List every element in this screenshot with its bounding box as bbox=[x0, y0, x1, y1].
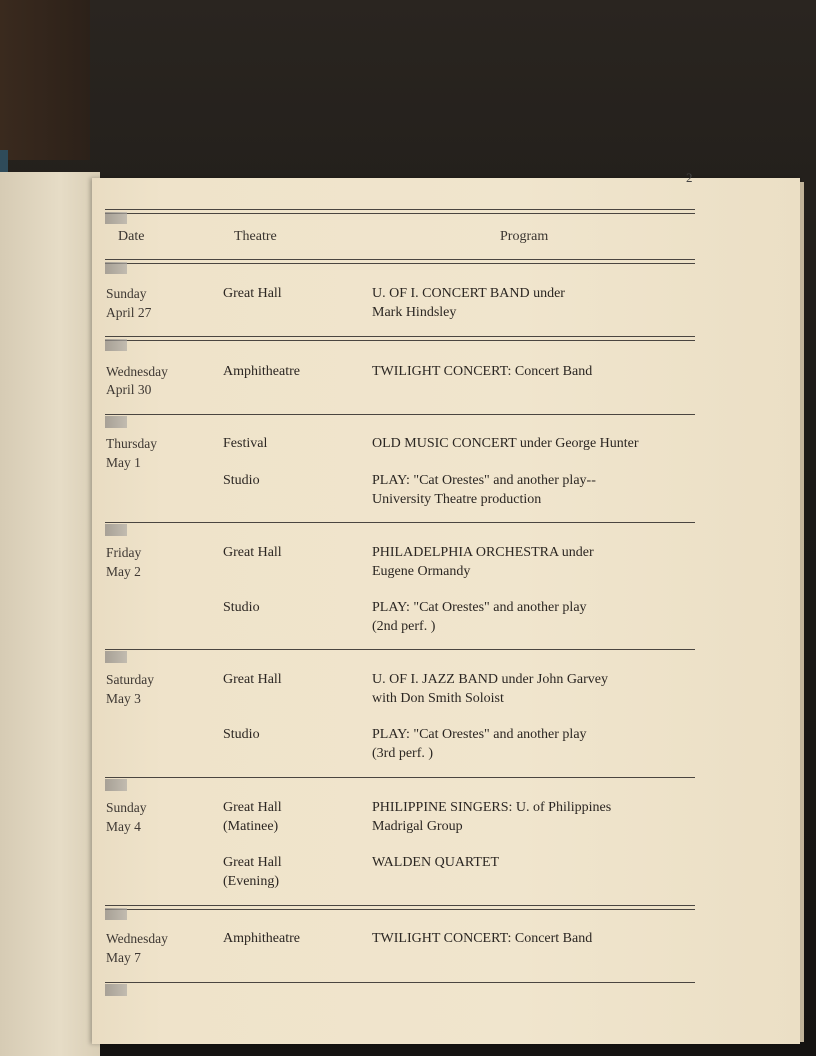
date-month: April 30 bbox=[106, 382, 152, 397]
theatre-cell: Studio bbox=[223, 473, 260, 488]
program-cell-line2: with Don Smith Soloist bbox=[372, 691, 504, 706]
rule-mark bbox=[105, 339, 127, 351]
program-cell-line2: University Theatre production bbox=[372, 492, 542, 507]
program-cell-line2: Madrigal Group bbox=[372, 819, 463, 834]
program-cell: PLAY: "Cat Orestes" and another play bbox=[372, 600, 587, 615]
program-cell-line2: Eugene Ormandy bbox=[372, 564, 471, 579]
theatre-cell: Great Hall bbox=[223, 800, 282, 815]
program-cell: OLD MUSIC CONCERT under George Hunter bbox=[372, 436, 639, 451]
theatre-cell: Festival bbox=[223, 436, 268, 451]
program-cell: PLAY: "Cat Orestes" and another play-- bbox=[372, 473, 596, 488]
program-cell-line2: (2nd perf. ) bbox=[372, 619, 436, 634]
date-month: May 4 bbox=[106, 819, 141, 834]
header-top-rule bbox=[105, 209, 695, 214]
date-month: May 1 bbox=[106, 455, 141, 470]
program-cell: U. OF I. CONCERT BAND under bbox=[372, 286, 565, 301]
theatre-cell: Amphitheatre bbox=[223, 931, 300, 946]
program-cell: U. OF I. JAZZ BAND under John Garvey bbox=[372, 672, 609, 687]
row-divider bbox=[105, 982, 695, 983]
rule-mark bbox=[105, 908, 127, 920]
row-divider bbox=[105, 522, 695, 523]
program-cell: TWILIGHT CONCERT: Concert Band bbox=[372, 364, 593, 379]
row-divider bbox=[105, 649, 695, 650]
date-day: Sunday bbox=[106, 286, 147, 301]
program-cell: PHILIPPINE SINGERS: U. of Philippines bbox=[372, 800, 612, 815]
program-cell: WALDEN QUARTET bbox=[372, 855, 500, 870]
theatre-cell: Great Hall bbox=[223, 672, 282, 687]
theatre-cell: Studio bbox=[223, 600, 260, 615]
header-program: Program bbox=[500, 229, 549, 244]
program-cell: PHILADELPHIA ORCHESTRA under bbox=[372, 545, 594, 560]
row-divider bbox=[105, 414, 695, 415]
program-cell: PLAY: "Cat Orestes" and another play bbox=[372, 727, 587, 742]
rule-mark bbox=[105, 212, 127, 224]
header-theatre: Theatre bbox=[234, 229, 277, 244]
date-month: May 2 bbox=[106, 564, 141, 579]
date-day: Wednesday bbox=[106, 364, 168, 379]
program-cell: TWILIGHT CONCERT: Concert Band bbox=[372, 931, 593, 946]
date-day: Sunday bbox=[106, 800, 147, 815]
date-day: Wednesday bbox=[106, 931, 168, 946]
date-month: May 3 bbox=[106, 691, 141, 706]
date-day: Friday bbox=[106, 545, 142, 560]
rule-mark bbox=[105, 416, 127, 428]
theatre-cell-line2: (Evening) bbox=[223, 874, 279, 889]
row-divider bbox=[105, 905, 695, 910]
book-cover bbox=[0, 0, 90, 160]
row-divider bbox=[105, 777, 695, 778]
row-divider bbox=[105, 336, 695, 341]
theatre-cell: Great Hall bbox=[223, 855, 282, 870]
rule-mark bbox=[105, 651, 127, 663]
theatre-cell-line2: (Matinee) bbox=[223, 819, 279, 834]
date-day: Saturday bbox=[106, 672, 154, 687]
theatre-cell: Great Hall bbox=[223, 545, 282, 560]
theatre-cell: Great Hall bbox=[223, 286, 282, 301]
theatre-cell: Studio bbox=[223, 727, 260, 742]
program-cell-line2: (3rd perf. ) bbox=[372, 746, 434, 761]
rule-mark bbox=[105, 262, 127, 274]
rule-mark bbox=[105, 524, 127, 536]
header-bottom-rule bbox=[105, 259, 695, 264]
date-month: April 27 bbox=[106, 305, 152, 320]
header-date: Date bbox=[118, 229, 145, 244]
rule-mark bbox=[105, 984, 127, 996]
date-month: May 7 bbox=[106, 950, 141, 965]
program-cell-line2: Mark Hindsley bbox=[372, 305, 457, 320]
date-day: Thursday bbox=[106, 436, 157, 451]
page-number: 2 bbox=[686, 170, 693, 185]
facing-page bbox=[0, 172, 100, 1056]
rule-mark bbox=[105, 779, 127, 791]
theatre-cell: Amphitheatre bbox=[223, 364, 300, 379]
